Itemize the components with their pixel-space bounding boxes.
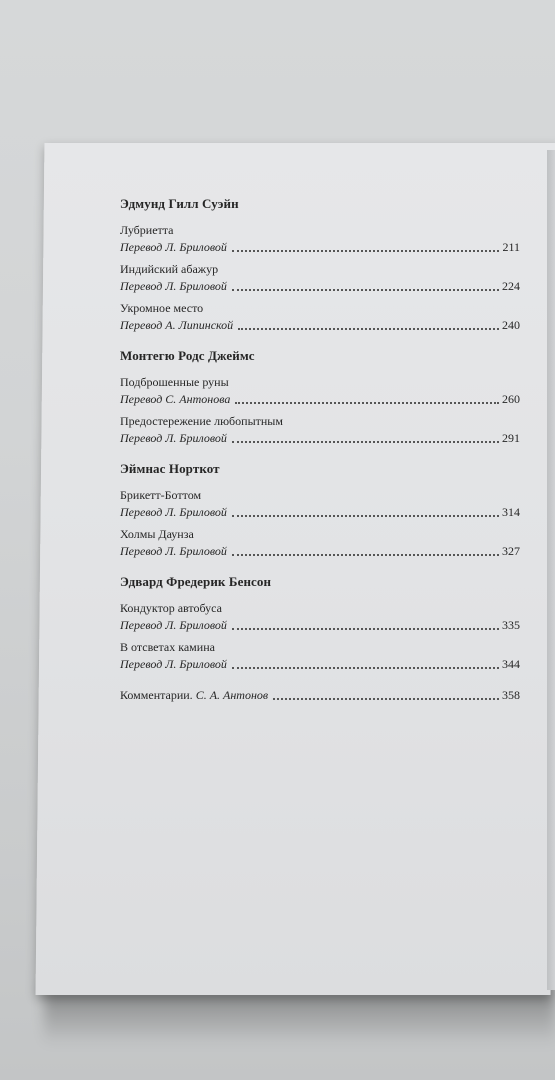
page-number: 260	[502, 392, 520, 406]
story-title: Лубриетта	[120, 223, 174, 237]
toc-entry	[120, 638, 520, 673]
translator-credit: Перевод А. Липинской	[120, 318, 234, 332]
leader-dots	[232, 627, 499, 630]
commentary-line	[120, 687, 520, 704]
translator-credit: Перевод Л. Бриловой	[120, 431, 227, 445]
page-number: 344	[502, 657, 520, 671]
translator-credit: Перевод Л. Бриловой	[120, 279, 227, 293]
page-number: 314	[502, 505, 520, 519]
author-group	[120, 461, 520, 560]
story-title: В отсветах камина	[120, 640, 215, 654]
author-name: Монтегю Родс Джеймс	[120, 348, 255, 363]
author-group	[120, 348, 520, 447]
translator-credit: Перевод Л. Бриловой	[120, 240, 227, 254]
story-title: Брикетт-Боттом	[120, 488, 202, 502]
leader-dots	[232, 666, 499, 669]
toc-entry	[120, 299, 520, 334]
story-title: Кондуктор автобуса	[120, 601, 222, 615]
author-group	[120, 196, 520, 334]
page-number: 224	[502, 279, 520, 293]
leader-dots	[232, 514, 499, 517]
table-of-contents	[120, 196, 520, 704]
leader-dots	[232, 440, 499, 443]
page-number: 327	[502, 544, 520, 558]
translator-line	[120, 278, 520, 295]
translator-credit: Перевод Л. Бриловой	[120, 618, 227, 632]
leader-dots	[232, 249, 500, 252]
story-title: Подброшенные руны	[120, 375, 229, 389]
author-name: Эдвард Фредерик Бенсон	[120, 574, 272, 589]
page-number: 240	[502, 318, 520, 332]
translator-credit: Перевод Л. Бриловой	[120, 544, 227, 558]
author-name: Эймнас Норткот	[120, 461, 220, 476]
next-page-edge	[547, 150, 555, 990]
translator-credit: Перевод С. Антонова	[120, 392, 231, 406]
leader-dots	[238, 327, 499, 330]
toc-entry	[120, 525, 520, 560]
translator-line	[120, 317, 520, 334]
author-name: Эдмунд Гилл Суэйн	[120, 196, 239, 211]
leader-dots	[232, 553, 499, 556]
translator-line	[120, 617, 520, 634]
leader-dots	[235, 401, 499, 404]
commentary-entry	[120, 687, 520, 704]
translator-credit: Перевод Л. Бриловой	[120, 505, 227, 519]
toc-entry	[120, 221, 520, 256]
translator-line	[120, 656, 520, 673]
translator-line	[120, 430, 520, 447]
leader-dots	[232, 288, 499, 291]
toc-entry	[120, 260, 520, 295]
leader-dots	[273, 697, 499, 700]
page-number: 335	[502, 618, 520, 632]
author-group	[120, 574, 520, 673]
translator-line	[120, 391, 520, 408]
translator-line	[120, 504, 520, 521]
commentary-author: С. А. Антонов	[195, 688, 269, 702]
story-title: Холмы Даунза	[120, 527, 194, 541]
toc-entry	[120, 599, 520, 634]
toc-entry	[120, 412, 520, 447]
story-title: Предостережение любопытным	[120, 414, 283, 428]
story-title: Укромное место	[120, 301, 204, 315]
commentary-label: Комментарии.	[120, 688, 193, 702]
toc-entry	[120, 486, 520, 521]
page-number: 291	[502, 431, 520, 445]
story-title: Индийский абажур	[120, 262, 219, 276]
page-number: 211	[502, 240, 520, 254]
translator-line	[120, 239, 520, 256]
page-number: 358	[502, 688, 520, 702]
translator-line	[120, 543, 520, 560]
toc-entry	[120, 373, 520, 408]
translator-credit: Перевод Л. Бриловой	[120, 657, 227, 671]
